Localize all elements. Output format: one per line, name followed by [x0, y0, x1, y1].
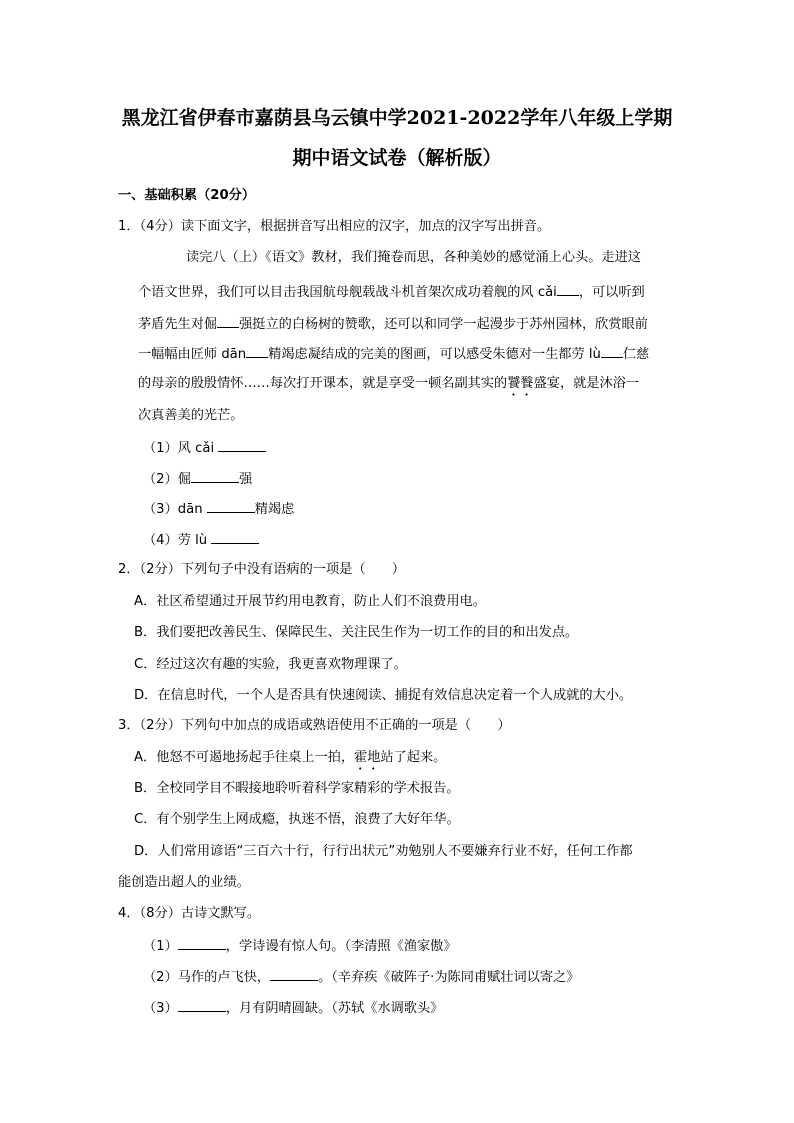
q2-option-a[interactable]: A．社区希望通过开展节约用电教育，防止人们不浪费用电。 — [134, 594, 486, 609]
q1-p4-text-a: 一幅幅由匠师 dān — [138, 347, 247, 362]
section-heading: 一、基础积累（20分） — [118, 188, 256, 203]
q4-line-2 — [143, 966, 579, 988]
q3-option-d-line-1[interactable]: D．人们常用谚语“三百六十行，行行出状元”劝勉别人不要嫌弃行业不好，任何工作都 — [134, 844, 633, 859]
q1-sub-1-label: （1）风 cǎi — [143, 441, 215, 456]
q4-line-2-text: 。（辛弃疾《破阵子·为陈同甫赋壮词以寄之》 — [318, 970, 580, 985]
q1-p3-text-b: 强挺立的白杨树的赞歌，还可以和同学一起漫步于苏州园林，欣赏眼前 — [239, 317, 648, 332]
q1-p2-text-b: ，可以听到 — [578, 285, 645, 300]
q1-blank-lu[interactable] — [601, 343, 623, 358]
page-title-line-2: 期中语文试卷（解析版） — [292, 147, 502, 169]
page-title-line-1: 黑龙江省伊春市嘉荫县乌云镇中学2021-2022学年八年级上学期 — [121, 107, 673, 129]
q1-blank-cai[interactable] — [557, 281, 579, 296]
q3-option-a[interactable] — [134, 748, 446, 773]
q1-sub-1 — [143, 437, 266, 459]
q2-option-c[interactable]: C．经过这次有趣的实验，我更喜欢物理课了。 — [134, 657, 407, 672]
q1-sub-3-suffix: 精竭虑 — [254, 502, 295, 517]
q1-stem: 1．（4分）读下面文字，根据拼音写出相应的汉字，加点的汉字写出拼音。 — [118, 219, 551, 234]
q4-line-3-blank[interactable] — [178, 997, 226, 1012]
q1-paragraph-line-4 — [138, 343, 649, 365]
q4-line-2-label: （2）马作的卢飞快， — [143, 970, 271, 985]
q3-a-text-post: 站了起来。 — [380, 750, 447, 765]
q1-sub-2 — [143, 468, 252, 490]
q1-p4-text-c: 仁慈 — [622, 347, 650, 362]
q1-sub-2-suffix: 强 — [238, 472, 253, 487]
q4-stem: 4．（8分）古诗文默写。 — [118, 906, 261, 921]
q2-option-b[interactable]: B．我们要把改善民生、保障民生、关注民生作为一切工作的目的和出发点。 — [134, 625, 579, 640]
q1-sub-1-blank[interactable] — [218, 437, 266, 452]
q1-p5-text-b: 盛宴，就是沐浴一 — [533, 376, 640, 391]
q4-line-1-blank[interactable] — [178, 935, 226, 950]
q3-option-b[interactable]: B．全校同学目不暇接地聆听着科学家精彩的学术报告。 — [134, 781, 460, 796]
q4-line-1-text: ，学诗谩有惊人句。（李清照《渔家傲》 — [225, 939, 457, 954]
q3-a-text-pre: A．他怒不可遏地扬起手往桌上一拍， — [134, 750, 355, 765]
q1-dotted-word: 饕餮 — [507, 376, 534, 391]
q4-line-2-blank[interactable] — [270, 966, 318, 981]
q3-stem: 3．（2分）下列句中加点的成语或熟语使用不正确的一项是（ ） — [118, 718, 511, 733]
q1-sub-2-blank[interactable] — [191, 468, 239, 483]
q4-line-1 — [143, 935, 457, 957]
q1-paragraph-line-2 — [138, 281, 645, 303]
q1-blank-dan[interactable] — [246, 343, 268, 358]
q4-line-3-text: ，月有阴晴圆缺。（苏轼《水调歌头》 — [225, 1001, 444, 1016]
q1-paragraph-line-3 — [138, 313, 648, 335]
q2-option-d[interactable]: D．在信息时代，一个人是否具有快速阅读、捕捉有效信息决定着一个人成就的大小。 — [134, 688, 633, 703]
q1-p5-text-a: 的母亲的殷殷情怀……每次打开课本，就是享受一顿名副其实的 — [138, 376, 508, 391]
q1-paragraph-line-5 — [138, 374, 639, 399]
q1-sub-4-blank[interactable] — [211, 529, 259, 544]
q4-line-3 — [143, 997, 443, 1019]
q1-p2-text-a: 个语文世界，我们可以目击我国航母舰载战斗机首架次成功着舰的风 cǎi — [138, 285, 557, 300]
q1-sub-3-label: （3）dān — [143, 502, 203, 517]
q1-p4-text-b: 精竭虑凝结成的完美的图画，可以感受朱德对一生都劳 lù — [268, 347, 601, 362]
q1-sub-2-label: （2）倔 — [143, 472, 191, 487]
q1-p3-text-a: 茅盾先生对倔 — [138, 317, 218, 332]
q3-a-dotted-word: 霍地 — [354, 750, 381, 765]
q3-option-d-line-2: 能创造出超人的业绩。 — [118, 875, 250, 890]
q1-paragraph-line-1: 读完八（上）《语文》教材，我们掩卷而思，各种美妙的感觉涌上心头。走进这 — [186, 250, 641, 265]
q1-sub-4 — [143, 529, 259, 551]
q1-blank-jue[interactable] — [217, 313, 239, 328]
q1-paragraph-line-6: 次真善美的光芒。 — [138, 408, 244, 423]
q3-option-c[interactable]: C．有个别学生上网成瘾，执迷不悟，浪费了大好年华。 — [134, 812, 460, 827]
q1-sub-3 — [143, 498, 294, 520]
q1-sub-3-blank[interactable] — [207, 498, 255, 513]
q4-line-1-label: （1） — [143, 939, 178, 954]
q1-sub-4-label: （4）劳 lù — [143, 533, 208, 548]
q2-stem: 2．（2分）下列句子中没有语病的一项是（ ） — [118, 562, 406, 577]
q4-line-3-label: （3） — [143, 1001, 178, 1016]
